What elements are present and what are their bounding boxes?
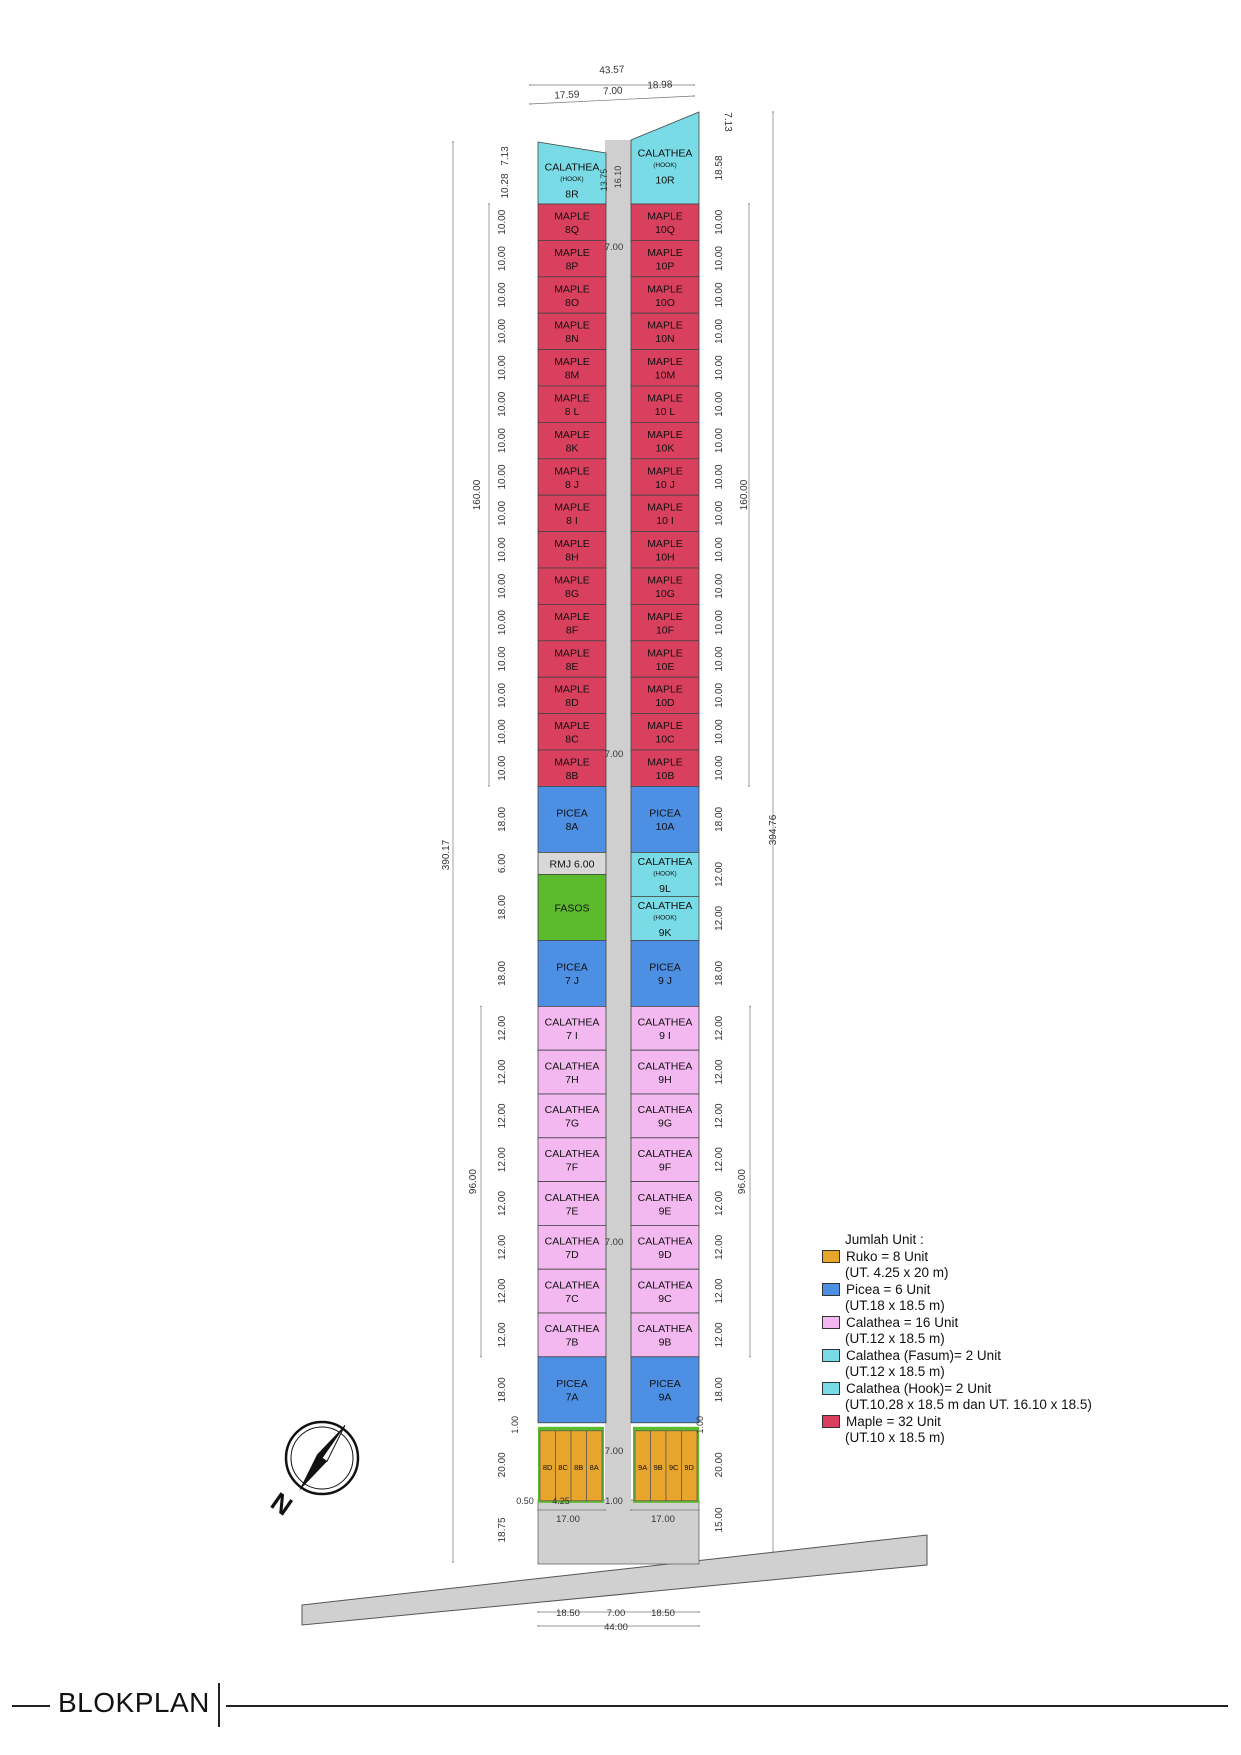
compass-label: N [265,1486,299,1522]
top-road-dim: 7.00 [602,85,623,98]
road-width-lower: 7.00 [604,1237,624,1248]
picea-dim-left-7j: 18.00 [497,960,508,986]
lot-label-text: MAPLE [554,647,590,660]
calathea-dim-left: 12.00 [497,1059,508,1085]
lot-label-text: 8R [565,188,579,201]
lot-label-text: MAPLE [647,428,683,441]
maple-dim-left: 10.00 [497,428,508,454]
maple-dim-right: 10.00 [714,537,725,563]
calathea-dim-right: 12.00 [714,1015,725,1041]
maple-dim-left: 10.00 [497,610,508,636]
lot-label-text: 7 I [566,1030,578,1043]
maple-dim-left: 10.00 [497,682,508,708]
legend-item-label: Maple = 32 Unit [846,1413,941,1429]
right-hook-width-dim: 18.58 [714,155,725,181]
rmj-dim: 6.00 [497,853,508,874]
right-maple-total-dim: 160.00 [739,479,750,511]
calathea-dim-left: 12.00 [497,1147,508,1173]
calathea-dim-left: 12.00 [497,1190,508,1217]
legend-item-size: (UT.10 x 18.5 m) [845,1430,945,1445]
maple-dim-left: 10.00 [497,719,508,745]
maple-dim-right: 10.00 [714,282,725,308]
ruko-unit-width-dim: 4.25 [552,1496,570,1506]
lot-label-text: MAPLE [554,610,590,623]
lot-label-text: MAPLE [554,574,590,587]
lot-label-text: MAPLE [554,501,590,514]
legend-heading: Jumlah Unit : [845,1232,924,1247]
picea-dim-right-9a: 18.00 [714,1377,725,1403]
lot-label-text: MAPLE [554,283,590,296]
maple-dim-right: 10.00 [714,464,725,490]
ruko-label: 8C [558,1462,568,1472]
lot-label-text: 10P [655,260,675,273]
lot-label-text: (HOOK) [653,870,677,878]
picea-dim-left-7a: 18.00 [497,1377,508,1403]
left-end-dim: 18.75 [497,1517,508,1543]
maple-dim-left: 10.00 [497,500,508,526]
calathea-dim-right: 12.00 [714,1147,725,1173]
lot-label-text: MAPLE [554,720,590,733]
maple-dim-right: 10.00 [714,355,725,381]
ruko-label: 8D [542,1462,553,1472]
unit-legend [822,1232,1092,1447]
ruko-block-left-dim: 17.00 [556,1514,580,1525]
lot-label-text: CALATHEA [544,1060,600,1073]
lot-label-text: 10G [655,587,675,600]
left-top-offset-dim: 7.13 [500,146,511,166]
lot-label-text: CALATHEA [637,899,693,912]
lot-label-text: MAPLE [647,465,683,478]
lot-label-text: CALATHEA [637,1147,693,1160]
lot-label-text: CALATHEA [637,1323,693,1336]
ruko-gap-left-dim: 1.00 [510,1416,520,1434]
calathea-dim-right: 12.00 [714,1190,725,1217]
lot-label-text: PICEA [649,1378,681,1391]
maple-dim-left: 10.00 [497,391,508,417]
ruko-mid-gap-dim: 1.00 [605,1496,623,1506]
lot-label-text: MAPLE [554,756,590,769]
maple-dim-right: 10.00 [714,610,725,636]
lot-label-text: 8M [564,369,580,382]
north-compass [265,1422,358,1522]
ruko-label: 9D [684,1462,694,1472]
lot-label-text: (HOOK) [560,176,584,183]
lot-label-text: 7B [565,1336,579,1349]
maple-dim-right: 10.00 [714,573,725,599]
rmj-label: RMJ 6.00 [549,858,595,871]
lot-label-text: CALATHEA [637,147,693,160]
right-calathea-total-dim: 96.00 [737,1169,748,1195]
lot-label-text: CALATHEA [637,1104,693,1117]
lot-label-text: PICEA [556,961,588,974]
ruko-label: 8A [589,1462,599,1472]
fasos-dim: 18.00 [497,894,508,920]
maple-dim-left: 10.00 [497,646,508,672]
legend-swatch [822,1250,840,1263]
lot-label-text: CALATHEA [637,1016,693,1029]
calathea-dim-right: 12.00 [714,1234,725,1260]
legend-swatch [822,1349,840,1362]
lot-label-text: MAPLE [554,246,590,259]
right-top-offset-dim: 7.13 [722,112,733,132]
legend-item-label: Calathea = 16 Unit [846,1314,959,1330]
lot-label-text: 7E [565,1205,579,1218]
maple-dim-left: 10.00 [497,573,508,599]
maple-dim-left: 10.00 [497,755,508,781]
lot-label-text: 8 I [566,515,578,528]
legend-item-label: Calathea (Fasum)= 2 Unit [846,1347,1001,1363]
lot-label-text: 7F [565,1161,579,1174]
top-total-dim: 43.57 [599,64,625,77]
bottom-total-dim: 44.00 [604,1622,628,1633]
lot-label-text: 10N [655,333,675,346]
lot-label-text: 10F [655,624,675,637]
lot-label-text: CALATHEA [637,1191,693,1204]
maple-dim-right: 10.00 [714,391,725,417]
maple-dim-right: 10.00 [714,500,725,526]
legend-item [822,1381,1092,1398]
lot-label-text: 8E [565,660,579,673]
lot-fasos-label [554,902,589,914]
ruko-label: 9B [653,1462,663,1472]
lot-label-text: 10B [655,769,675,782]
calathea-dim-left: 12.00 [497,1103,508,1129]
calathea-dim-left: 12.00 [497,1015,508,1041]
maple-dim-right: 10.00 [714,719,725,745]
legend-item-label: Ruko = 8 Unit [846,1248,929,1264]
lot-label-text: 10O [655,296,675,309]
lot-label-text: CALATHEA [637,1060,693,1073]
lot-label-text: 9K [658,926,672,939]
ruko-label: 8B [574,1462,584,1472]
lot-label-text: MAPLE [647,210,683,223]
footer-rule-right [226,1705,1228,1707]
legend-item [822,1348,1092,1365]
left-hook-width-dim: 10.28 [500,173,511,199]
lot-label-text: 8 L [564,405,580,418]
picea-dim-right: 18.00 [714,806,725,832]
legend-swatch [822,1382,840,1395]
lot-label-text: 8F [565,624,579,637]
lot-label-text: MAPLE [554,392,590,405]
maple-dim-right: 10.00 [714,428,725,454]
footer-divider [218,1683,220,1727]
lot-label-text: 10H [655,551,675,564]
right-end-dim: 15.00 [714,1507,725,1533]
lot-label-text: 10A [655,821,675,834]
hook-dim-9l: 12.00 [714,861,725,887]
lot-label-text: 8B [565,769,579,782]
lot-label-text: PICEA [556,807,588,820]
lot-label-text: 8A [565,821,579,834]
lot-label-text: MAPLE [647,720,683,733]
legend-item-label: Calathea (Hook)= 2 Unit [846,1380,992,1396]
hook-right-depth-dim: 16.10 [613,165,623,189]
lot-label-text: MAPLE [554,356,590,369]
maple-dim-left: 10.00 [497,464,508,490]
maple-dim-left: 10.00 [497,537,508,563]
lot-label-text: 8H [565,551,579,564]
lot-label-text: 10K [655,442,675,455]
legend-swatch [822,1415,840,1428]
lot-label-text: 9L [659,882,671,895]
lot-label-text: MAPLE [554,538,590,551]
lot-label-text: 10 I [656,515,674,528]
road-width-mid: 7.00 [604,749,624,760]
calathea-dim-right: 12.00 [714,1278,725,1304]
maple-dim-right: 10.00 [714,755,725,781]
hook-left-depth-dim: 13.75 [599,168,609,192]
calathea-dim-right: 12.00 [714,1103,725,1129]
lot-label-text: 7 J [564,975,580,988]
lot-label-text: MAPLE [554,465,590,478]
lot-label-text: (HOOK) [653,914,677,922]
lot-label-text: MAPLE [647,246,683,259]
hook-dim-9k: 12.00 [714,905,725,931]
maple-dim-right: 10.00 [714,246,725,272]
ruko-dim-right: 20.00 [714,1452,725,1478]
lot-label-text: CALATHEA [637,855,693,868]
lot-label-text: 8 J [564,478,580,491]
lot-label-text: 9C [658,1292,672,1305]
picea-dim-right-9j: 18.00 [714,960,725,986]
ruko-block-right-dim: 17.00 [651,1514,675,1525]
bottom-right-dim: 18.50 [651,1608,675,1619]
lot-label-text: 8O [564,296,580,309]
maple-dim-right: 10.00 [714,682,725,708]
lot-label-text: 9H [658,1073,672,1086]
page-footer [12,1683,1228,1727]
maple-dim-left: 10.00 [497,246,508,272]
legend-item-size: (UT.12 x 18.5 m) [845,1364,945,1379]
legend-item [822,1315,1092,1332]
lot-label-text: MAPLE [647,283,683,296]
calathea-dim-left: 12.00 [497,1278,508,1304]
lot-label-text: MAPLE [554,319,590,332]
ruko-gap-right-dim: 1.00 [695,1416,705,1434]
footer-rule-left [12,1705,50,1707]
legend-item [822,1282,1092,1299]
lot-label-text: CALATHEA [544,1147,600,1160]
lot-label-text: 7A [565,1391,579,1404]
bottom-road-dim: 7.00 [606,1608,626,1619]
legend-swatch [822,1283,840,1296]
ruko-offset-dim: 0.50 [516,1496,534,1506]
lot-label-text: (HOOK) [653,162,677,169]
lot-label-text: 10 L [654,405,676,418]
bottom-left-dim: 18.50 [556,1608,580,1619]
lot-label-text: CALATHEA [544,1191,600,1204]
maple-dim-left: 10.00 [497,209,508,235]
picea-dim-left: 18.00 [497,806,508,832]
lot-label-text: 10 J [655,478,675,491]
left-total-dim: 390.17 [441,839,452,871]
maple-dim-left: 10.00 [497,282,508,308]
maple-dim-left: 10.00 [497,355,508,381]
lot-label-text: 10R [655,174,675,187]
lot-label-text: MAPLE [647,756,683,769]
lot-label-text: 10Q [655,223,675,236]
lot-label-text: MAPLE [647,356,683,369]
right-total-dim: 394.76 [768,814,779,846]
lot-label-text: 9E [658,1205,672,1218]
lot-label-text: CALATHEA [544,1279,600,1292]
lot-label-text: CALATHEA [637,1235,693,1248]
top-right-dim: 18.98 [647,79,673,92]
lot-label-text: 10M [654,369,676,382]
lot-label-text: CALATHEA [544,1016,600,1029]
lot-label-text: MAPLE [647,610,683,623]
internal-road [605,140,631,1502]
lot-label-text: MAPLE [647,574,683,587]
lot-label-text: 9D [658,1249,672,1262]
lot-label-text: 7D [565,1249,579,1262]
legend-item [822,1414,1092,1431]
calathea-dim-right: 12.00 [714,1059,725,1085]
lot-label-text: MAPLE [647,501,683,514]
lot-label-text: CALATHEA [544,1235,600,1248]
lot-label-text: CALATHEA [637,1279,693,1292]
lot-label-text: MAPLE [647,647,683,660]
lot-label-text: MAPLE [554,428,590,441]
lot-label-text: 8P [565,260,579,273]
top-left-dim: 17.59 [554,89,580,102]
internal-road-bottom [538,1500,699,1564]
lot-label-text: 9A [658,1391,672,1404]
lot-label-text: 10D [655,697,675,710]
lot-label-text: 7H [565,1073,579,1086]
lot-label-text: 9B [658,1336,672,1349]
lot-label-text: CALATHEA [544,1323,600,1336]
legend-item-size: (UT.18 x 18.5 m) [845,1298,945,1313]
lot-label-text: 8K [565,442,579,455]
maple-dim-right: 10.00 [714,646,725,672]
road-width-ruko: 7.00 [604,1446,624,1457]
lot-label-text: MAPLE [647,538,683,551]
lot-label-text: 9 J [657,975,673,988]
left-maple-total-dim: 160.00 [472,479,483,511]
lot-label-text: 8Q [564,223,580,236]
calathea-dim-left: 12.00 [497,1234,508,1260]
maple-dim-right: 10.00 [714,209,725,235]
maple-dim-right: 10.00 [714,318,725,344]
left-calathea-total-dim: 96.00 [468,1169,479,1195]
lot-label-text: MAPLE [647,392,683,405]
lot-label-text: 9F [658,1161,672,1174]
ruko-dim-left: 20.00 [497,1452,508,1478]
lot-label-text: CALATHEA [544,161,600,174]
ruko-label: 9C [668,1462,679,1472]
page-title: BLOKPLAN [58,1687,210,1718]
legend-item-size: (UT. 4.25 x 20 m) [845,1265,949,1280]
lot-label-text: 9G [657,1117,673,1130]
lot-label-text: PICEA [556,1378,588,1391]
road-width-top: 7.00 [604,242,624,253]
ruko-label: 9A [638,1462,648,1472]
lot-label-text: 8C [565,733,579,746]
lot-label-text: 10C [655,733,675,746]
calathea-dim-left: 12.00 [497,1322,508,1348]
lot-label-text: PICEA [649,807,681,820]
lot-label-text: 8D [565,697,579,710]
lot-label-text: 8G [564,587,580,600]
lot-label-text: MAPLE [647,319,683,332]
lot-label-text: 9 I [659,1030,671,1043]
lot-label-text: 7C [565,1292,579,1305]
lot-label-text: PICEA [649,961,681,974]
lot-label-text: 8N [565,333,579,346]
lot-label-text: MAPLE [647,683,683,696]
legend-item-size: (UT.10.28 x 18.5 m dan UT. 16.10 x 18.5) [845,1397,1092,1412]
lot-label-text: MAPLE [554,210,590,223]
calathea-dim-right: 12.00 [714,1322,725,1348]
legend-item [822,1249,1092,1266]
lot-label-text: FASOS [554,902,590,915]
legend-swatch [822,1316,840,1329]
lot-label-text: 10E [655,660,675,673]
legend-item-label: Picea = 6 Unit [846,1281,931,1297]
maple-dim-left: 10.00 [497,318,508,344]
lot-label-text: MAPLE [554,683,590,696]
legend-item-size: (UT.12 x 18.5 m) [845,1331,945,1346]
lot-label-text: CALATHEA [544,1104,600,1117]
lot-label-text: 7G [564,1117,580,1130]
